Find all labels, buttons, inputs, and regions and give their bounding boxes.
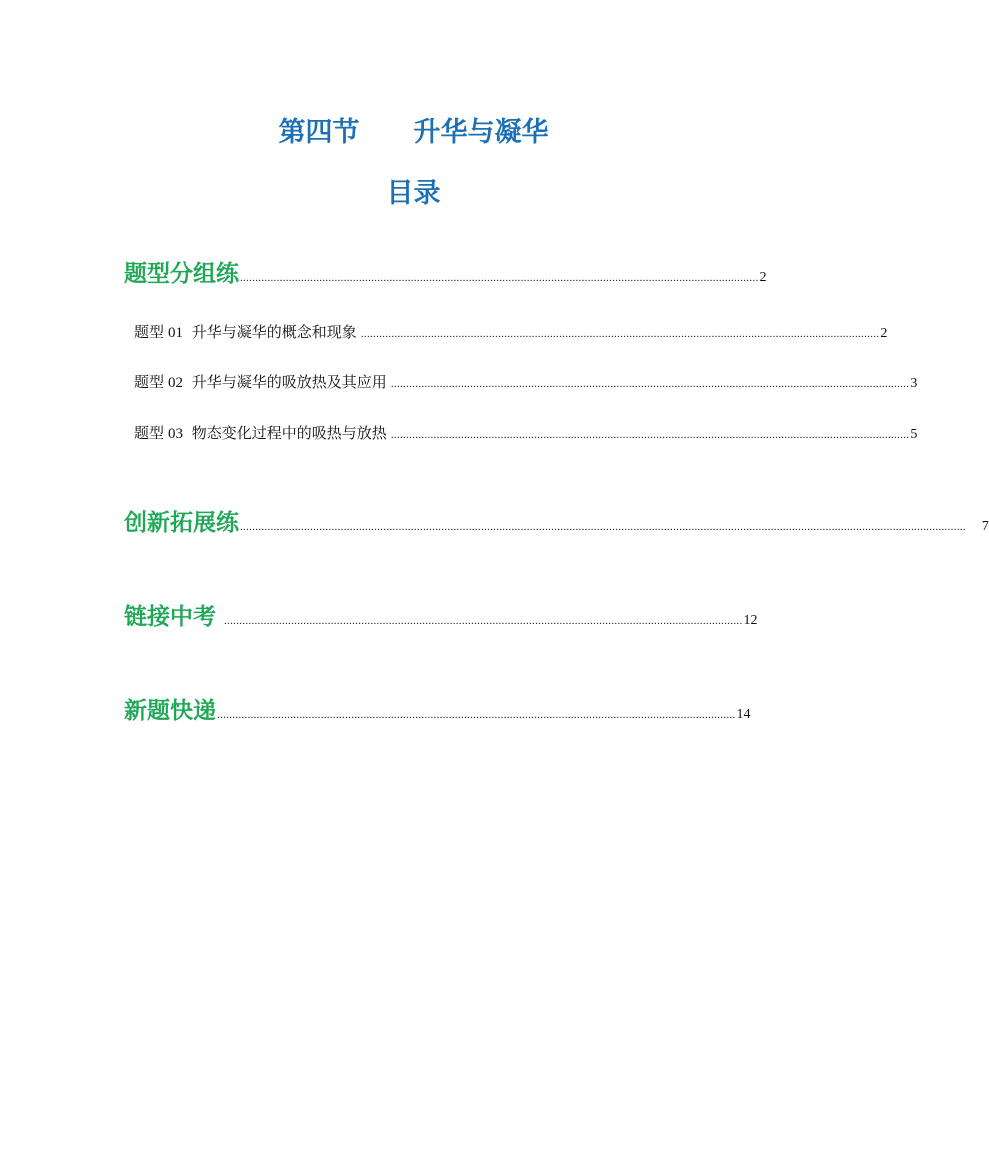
page-number: 3 xyxy=(910,376,918,391)
toc-section-label: 链接中考 xyxy=(124,604,216,630)
page-number: 2 xyxy=(880,326,888,341)
toc-section-entry[interactable] xyxy=(124,255,767,288)
page-title: 第四节 升华与凝华 xyxy=(278,117,549,148)
subitem-prefix: 题型 xyxy=(134,373,165,391)
subitem-prefix: 题型 xyxy=(134,424,165,442)
toc-section-label: 创新拓展练 xyxy=(124,510,239,536)
subitem-text: 升华与凝华的概念和现象 xyxy=(191,323,357,341)
dot-leader: .......................................................................................................................................................................... xyxy=(217,709,736,721)
toc-subitem-label xyxy=(134,321,357,342)
toc-heading: 目录 xyxy=(386,178,441,209)
page-number: 7 xyxy=(981,519,989,534)
toc-section-entry[interactable] xyxy=(124,692,750,725)
page-number: 5 xyxy=(910,427,918,442)
toc-section-label: 新题快递 xyxy=(124,698,216,724)
dot-leader: .............................................................................................................................................................................................................................................. xyxy=(240,521,966,533)
toc-subitem-entry[interactable] xyxy=(134,321,888,342)
toc-subitem-entry[interactable] xyxy=(134,371,918,392)
toc-subitem-entry[interactable] xyxy=(134,422,918,443)
dot-leader: .......................................................................................................................................................................... xyxy=(357,328,880,340)
dot-leader: .......................................................................................................................................................................... xyxy=(387,429,910,441)
toc-subitem-label xyxy=(134,371,387,392)
toc-section-label: 题型分组练 xyxy=(124,261,239,287)
subitem-prefix: 题型 xyxy=(134,323,165,341)
subitem-code: 03 xyxy=(168,426,184,442)
page-number: 2 xyxy=(759,270,767,285)
dot-leader: .......................................................................................................................................................................... xyxy=(240,272,759,284)
toc-subitem-label xyxy=(134,422,387,443)
page-number: 12 xyxy=(743,613,758,628)
page-number: 14 xyxy=(736,707,751,722)
toc-section-entry[interactable] xyxy=(124,598,758,631)
dot-leader: .......................................................................................................................................................................... xyxy=(387,378,910,390)
subitem-code: 01 xyxy=(168,325,184,341)
toc-section-entry[interactable] xyxy=(124,504,989,537)
dot-leader: .......................................................................................................................................................................... xyxy=(224,615,743,627)
subitem-text: 升华与凝华的吸放热及其应用 xyxy=(191,373,387,391)
subitem-code: 02 xyxy=(168,375,184,391)
subitem-text: 物态变化过程中的吸热与放热 xyxy=(191,424,387,442)
